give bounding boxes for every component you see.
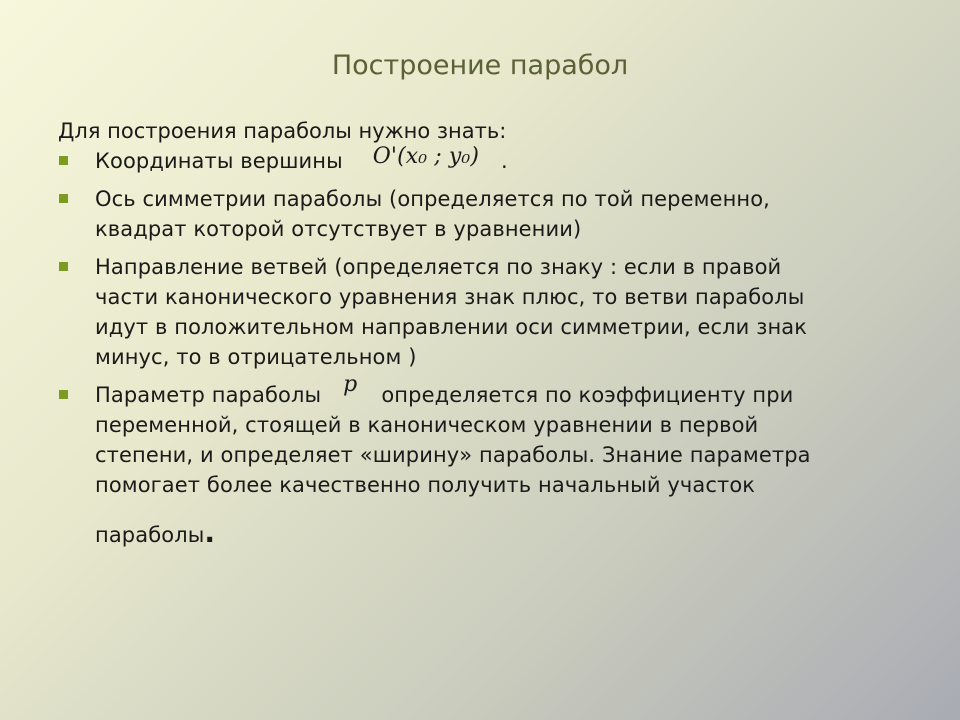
bullet-line: квадрат которой отсутствует в уравнении)	[95, 217, 582, 241]
bullet-parameter	[58, 372, 898, 550]
bullet-line	[95, 518, 898, 550]
bullet-line: идут в положительном направлении оси симметрии, если знак	[95, 315, 808, 339]
square-bullet-icon	[59, 156, 68, 165]
bullet-axis	[58, 184, 898, 244]
parameter-symbol: p	[343, 372, 358, 397]
bullet-vertex	[58, 146, 898, 176]
bullet-line: минус, то в отрицательном )	[95, 345, 417, 369]
bullet-line: переменной, стоящей в каноническом уравнении в первой	[95, 413, 759, 437]
bullet-text: определяется по коэффициенту при	[381, 383, 794, 407]
trailing-period: .	[501, 149, 508, 173]
vertex-formula: O'(x₀ ; y₀)	[372, 144, 480, 169]
square-bullet-icon	[59, 262, 68, 271]
bullet-text: Координаты вершины	[95, 149, 343, 173]
trailing-period: .	[204, 516, 216, 549]
square-bullet-icon	[59, 194, 68, 203]
bullet-line: степени, и определяет «ширину» параболы. Знание параметра	[95, 443, 811, 467]
bullet-line: помогает более качественно получить начальный участок	[95, 473, 756, 497]
intro-text: Для построения параболы нужно знать:	[58, 119, 507, 143]
square-bullet-icon	[59, 390, 68, 399]
bullet-line: части канонического уравнения знак плюс, то ветви параболы	[95, 285, 805, 309]
bullet-line: Ось симметрии параболы (определяется по той переменно,	[95, 187, 770, 211]
bullet-line	[95, 372, 898, 410]
bullet-line	[95, 146, 898, 176]
bullet-list	[58, 146, 898, 558]
bullet-text: параболы	[95, 523, 205, 547]
bullet-text: Параметр параболы	[95, 383, 322, 407]
bullet-line: Направление ветвей (определяется по знаку : если в правой	[95, 255, 782, 279]
slide-title: Построение парабол	[331, 50, 629, 81]
bullet-branches	[58, 252, 898, 372]
